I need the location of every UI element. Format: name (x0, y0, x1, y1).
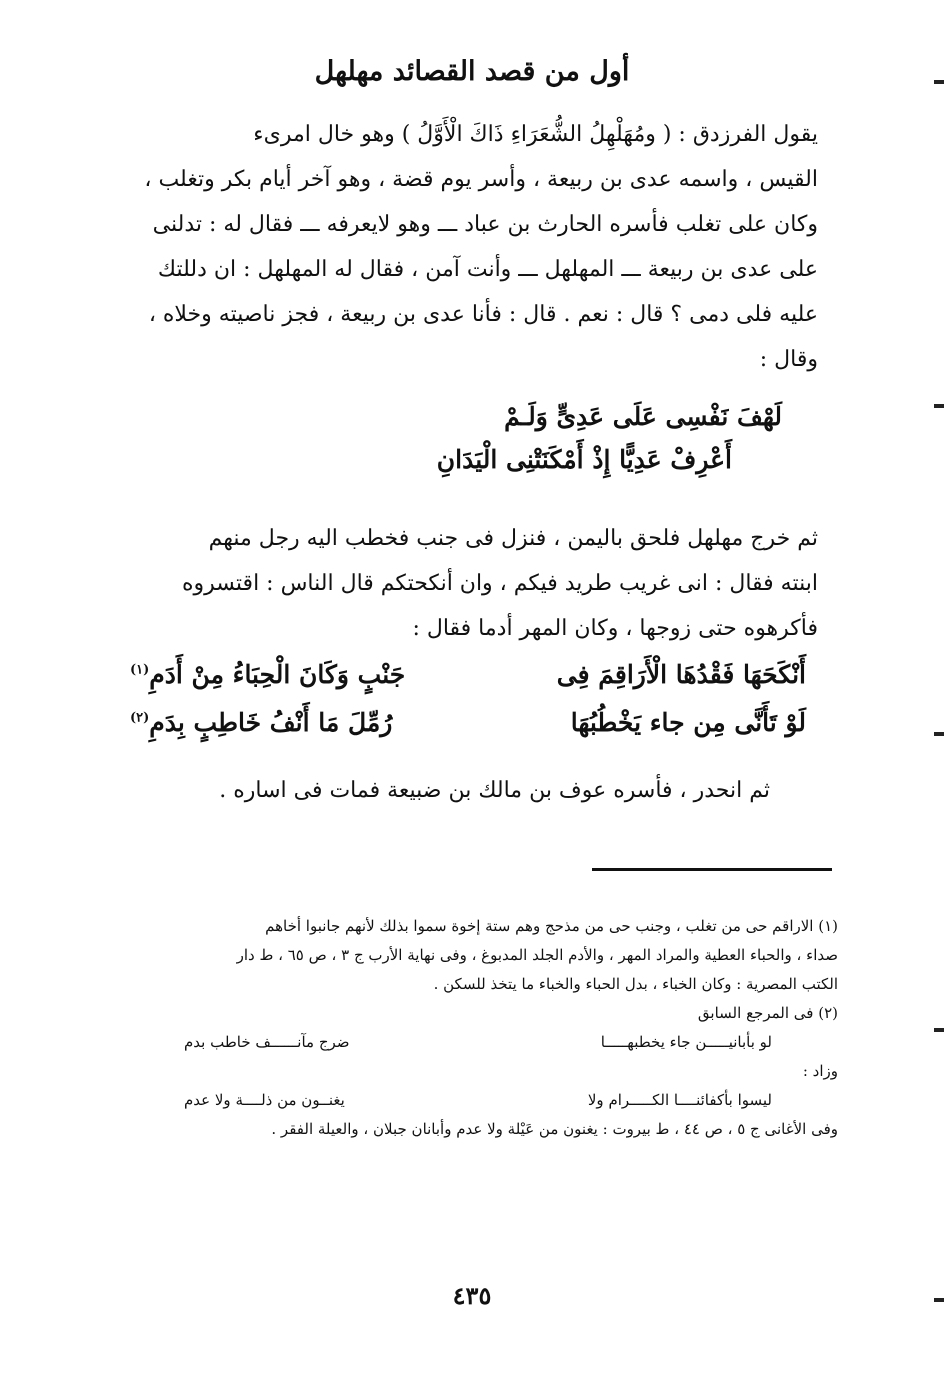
scan-edge-mark (934, 1028, 944, 1032)
footnote-2-aghani: وفى الأغانى ج ٥ ، ص ٤٤ ، ط بيروت : يغنون من عَيْلة ولا عدم وأبانان جبلان ، والعيلة الفقر . (271, 1120, 838, 1138)
footnote-2-verse-1-second: ضرج مآنــــــف خاطب بدم (184, 1033, 350, 1051)
text-line: وقال : (759, 347, 818, 372)
text-line: ثم انحدر ، فأسره عوف بن مالك بن ضبيعة فمات فى اساره . (219, 778, 770, 803)
verse-2-line-2-second-hemistich (130, 708, 392, 737)
verse-2-line-1-second-hemistich (130, 660, 405, 689)
footnote-2-verse-2-second: يغنــون من ذلــــة ولا عدم (184, 1091, 345, 1109)
footnote-2-verse-1-first: لو بأبانيـــــن جاء يخطبهـــــا (600, 1033, 772, 1051)
footnote-separator (592, 868, 832, 871)
verse-2-line-1-second-text: جَنْبٍ وَكَانَ الْحِبَاءُ مِنْ أَدَمِ (149, 660, 406, 689)
paragraph-3 (180, 768, 770, 813)
footnote-2-verse-2 (128, 1086, 838, 1115)
paragraph-2 (128, 516, 818, 651)
scan-edge-mark (934, 404, 944, 408)
footnote-marker-1: (١) (130, 662, 150, 678)
text-line: وكان على تغلب فأسره الحارث بن عباد ـــ وهو لايعرفه ـــ فقال له : تدلنى (152, 212, 818, 237)
footnote-2-label: (٢) فى المرجع السابق (697, 1004, 838, 1022)
verse-1-line-1: لَهْفَ نَفْسِى عَلَى عَدِىٍّ وَلَـمْ (504, 402, 782, 431)
text-line: على عدى بن ربيعة ـــ المهلهل ـــ وأنت آمن ، فقال له المهلهل : ان دللتك (157, 257, 818, 282)
verse-2-line-1 (130, 660, 806, 689)
text-line: ثم خرج مهلهل فلحق باليمن ، فنزل فى جنب فخطب اليه رجل منهم (208, 526, 818, 551)
text-line: ابنته فقال : انى غريب طريد فيكم ، وان أنكحتكم قال الناس : اقتسروه (182, 571, 818, 596)
footnote-2-verse-1 (128, 1028, 838, 1057)
footnotes (128, 912, 838, 1144)
footnote-2-verse-2-first: ليسوا بأكفائنــــا الكـــــرام ولا (587, 1091, 772, 1109)
text-line: يقول الفرزدق : ( ومُهَلْهِلُ الشُّعَرَاءِ ذَاكَ الْأَوَّلُ ) وهو خال امرىء (253, 122, 818, 147)
text-line: فأكرهوه حتى زوجها ، وكان المهر أدما فقال : (412, 616, 818, 641)
scan-edge-mark (934, 732, 944, 736)
footnote-1-line: (١) الاراقم حى من تغلب ، وجنب حى من مذحج وهم ستة إخوة سموا بذلك لأنهم جانبوا أخاهم (265, 917, 838, 935)
scan-edge-mark (934, 1298, 944, 1302)
verse-2-line-2-first-hemistich: لَوْ تَأَنَّى مِن جاء يَخْطُبُهَا (570, 708, 806, 737)
footnote-2-added: وزاد : (802, 1062, 838, 1080)
scan-edge-mark (934, 80, 944, 84)
verse-1-line-2: أَعْرِفْ عَدِيًّا إِذْ أَمْكَنَتْنِى الْيَدَانِ (436, 445, 732, 474)
footnote-1-line: الكتب المصرية : وكان الخباء ، بدل الحباء والخباء ما يتخذ للسكن . (433, 975, 838, 993)
footnote-marker-2: (٢) (130, 710, 150, 726)
paragraph-1 (128, 112, 818, 382)
verse-2-line-2-second-text: رُمِّلَ مَا أَنْفُ خَاطِبٍ بِدَمِ (149, 708, 393, 737)
page-number: ٤٣٥ (452, 1281, 492, 1310)
footnote-1-line: صداء ، والحباء العطية والمراد المهر ، والأدم الجلد المدبوغ ، وفى نهاية الأرب ج ٣ ، ص ٦٥ ، ط دار (236, 946, 838, 964)
text-line: عليه فلى دمى ؟ قال : نعم . قال : فأنا عدى بن ربيعة ، فجز ناصيته وخلاه ، (148, 302, 818, 327)
verse-2-line-1-first-hemistich: أَنْكَحَهَا فَقْدُهَا الْأَرَاقِمَ فِى (556, 660, 806, 689)
page-title: أول من قصد القصائد مهلهل (314, 56, 630, 87)
verse-2-line-2 (130, 708, 806, 737)
text-line: القيس ، واسمه عدى بن ربيعة ، وأسر يوم قضة ، وهو آخر أيام بكر وتغلب ، (144, 167, 818, 192)
